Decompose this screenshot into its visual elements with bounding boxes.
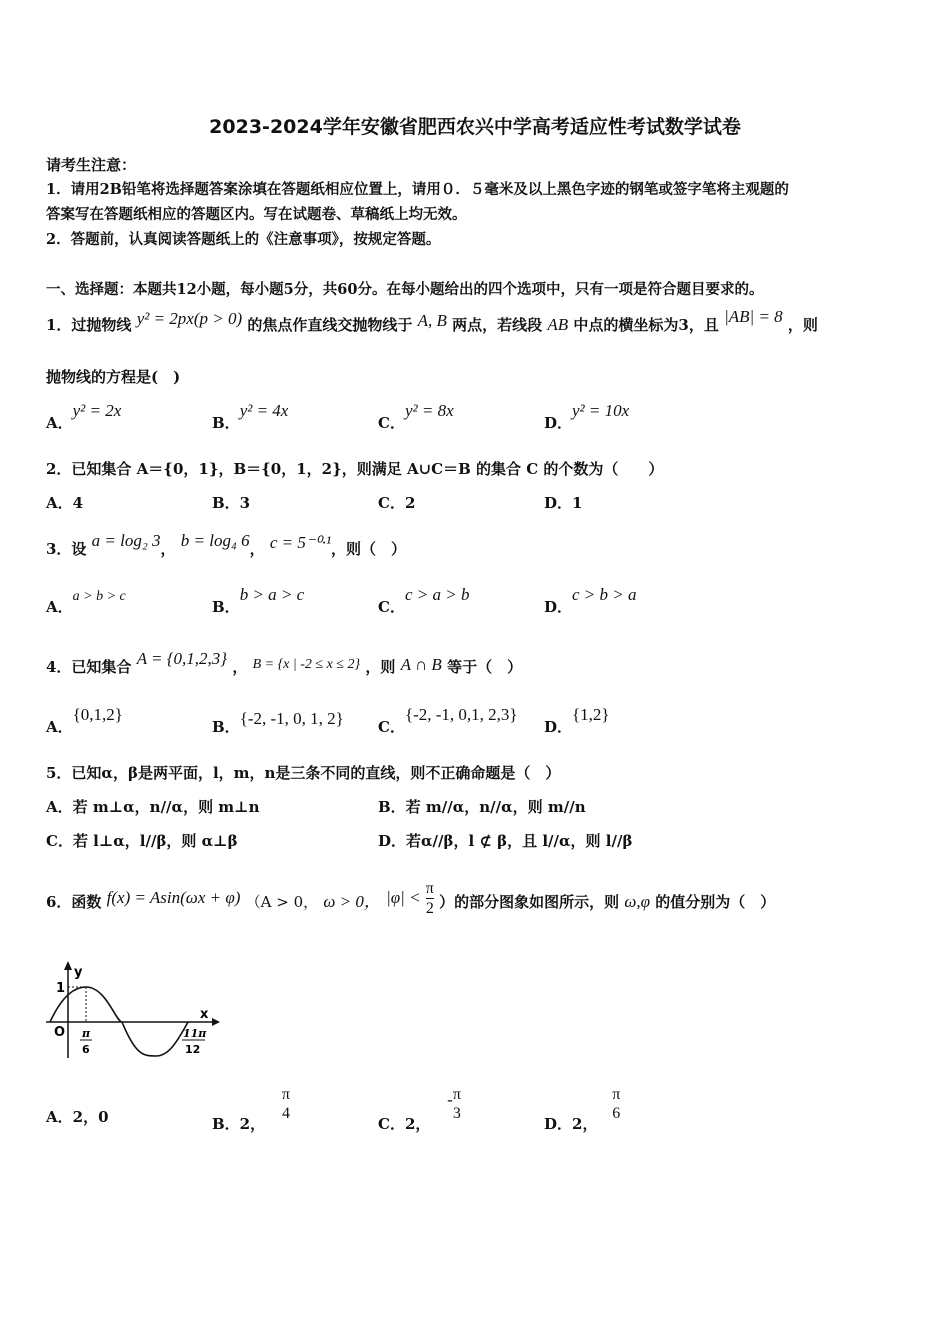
q3-option-b (212, 584, 305, 616)
q3-option-c-text: c > a > b (404, 585, 470, 604)
q1-option-a (46, 400, 122, 432)
q4-suffix: 等于（ ） (447, 658, 523, 676)
q6-two: 2 (425, 900, 434, 917)
q3-option-d-label: D． (544, 598, 573, 616)
q6-pi-over-2 (426, 880, 434, 918)
q5-stem: 5．已知α，β是两平面，l，m，n是三条不同的直线，则不正确命题是（ ） (46, 764, 561, 782)
q6-pi: π (425, 880, 434, 897)
x-label: x (200, 1007, 209, 1022)
q4-option-c-label: C． (378, 718, 405, 736)
q4-option-d-label: D． (544, 718, 573, 736)
q4-option-a-text: {0,1,2} (72, 705, 123, 724)
q3-stem (46, 531, 407, 559)
q1-option-a-text: y² = 2x (72, 401, 122, 420)
q1-option-d (544, 400, 630, 432)
q6-option-c-frac (453, 1086, 461, 1123)
q3-option-d (544, 584, 637, 616)
tick1-num: π (82, 1027, 91, 1040)
q4-option-a (46, 704, 123, 736)
q6-option-b-label: B．2， (212, 1114, 266, 1133)
q6-stem (46, 880, 775, 918)
notice-line-3: 2．答题前，认真阅读答题纸上的《注意事项》，按规定答题。 (46, 231, 441, 248)
q5-option-a: A．若 m⊥α，n//α，则 m⊥n (46, 798, 260, 816)
q1-text-4: ，则 (787, 316, 818, 334)
q6-option-c-den: 3 (452, 1105, 461, 1122)
q1-text-3: 中点的横坐标为3，且 (573, 316, 719, 334)
q1-option-b-text: y² = 4x (239, 401, 289, 420)
q4-option-d (544, 704, 610, 736)
q6-option-c-label: C．2， (378, 1114, 431, 1133)
q4-option-a-label: A． (46, 718, 73, 736)
q1-stem (46, 307, 818, 335)
q6-option-b-num: π (281, 1086, 290, 1103)
q3-option-b-text: b > a > c (239, 585, 305, 604)
q4-option-c-text: {-2, -1, 0,1, 2,3} (404, 705, 518, 724)
q6-prefix: 6．函数 (46, 893, 102, 911)
y-label: y (74, 965, 83, 980)
q3-option-c (378, 584, 470, 616)
q3-suffix: ，则（ ） (331, 540, 407, 558)
q6-option-c-sign: - (447, 1089, 453, 1109)
q3-sep-2: ， (249, 540, 265, 558)
tick1-den: 6 (82, 1043, 90, 1056)
q4-option-d-text: {1,2} (572, 705, 610, 724)
one-label: 1 (56, 981, 66, 996)
q4-mid: ，则 (365, 658, 396, 676)
x-axis-arrow-icon (212, 1018, 220, 1026)
q1-option-c-text: y² = 8x (404, 401, 454, 420)
q1-option-a-label: A． (46, 414, 73, 432)
q5-option-b: B．若 m//α，n//α，则 m//n (378, 798, 586, 816)
q6-option-c-num: π (452, 1086, 461, 1103)
q5-option-c: C．若 l⊥α，l//β，则 α⊥β (46, 832, 238, 850)
q1-text-2: 两点，若线段 (452, 316, 543, 334)
q3-option-a-label: A． (46, 598, 73, 616)
q6-option-d-frac (612, 1086, 620, 1123)
q4-sep: ， (232, 658, 248, 676)
q6-option-a-value: 0 (98, 1108, 109, 1126)
q3-a-def: a = log₂ 3 (91, 531, 161, 550)
q1-text-1: 的焦点作直线交抛物线于 (247, 316, 413, 334)
q6-cond-1: （A > 0， (245, 893, 319, 911)
q2-option-d: D．1 (544, 494, 583, 512)
q2-stem: 2．已知集合 A＝{0，1}，B＝{0，1，2}，则满足 A∪C＝B 的集合 C 的个数为（ ） (46, 460, 664, 478)
q1-stem-line-2: 抛物线的方程是( ) (46, 368, 181, 386)
q4-prefix: 4．已知集合 (46, 658, 132, 676)
tick2-num: 11π (183, 1027, 207, 1040)
q6-option-b-den: 4 (281, 1105, 290, 1122)
q6-option-d-den: 6 (612, 1105, 621, 1122)
q6-mid: ）的部分图象如图所示，则 (439, 893, 620, 911)
q1-option-b-label: B． (212, 414, 240, 432)
origin-label: O (54, 1025, 66, 1040)
q6-cond-3: |φ| < (386, 888, 421, 907)
q3-option-a (46, 584, 126, 616)
q5-option-d: D．若α//β，l ⊄ β，且 l//α，则 l//β (378, 832, 633, 850)
q3-option-b-label: B． (212, 598, 240, 616)
q2-option-a: A．4 (46, 494, 84, 512)
q6-option-d-num: π (612, 1086, 621, 1103)
notice-line-1: 1．请用2B铅笔将选择题答案涂填在答题纸相应位置上，请用０．５毫米及以上黑色字迹的钢笔或签字笔将主观题的 (46, 181, 789, 198)
q3-sep-1: ， (160, 540, 176, 558)
q4-option-c (378, 704, 518, 736)
q4-set-a: A = {0,1,2,3} (136, 649, 228, 668)
q4-option-b-text: {-2, -1, 0, 1, 2} (239, 709, 344, 728)
q4-expr: A ∩ B (400, 655, 442, 674)
section-1-heading: 一、选择题：本题共12小题，每小题5分，共60分。在每小题给出的四个选项中，只有一项是符合题目要求的。 (46, 281, 764, 298)
q4-stem (46, 649, 523, 677)
q6-option-a-label: A．2， (46, 1108, 99, 1126)
q4-option-b-label: B． (212, 718, 240, 736)
page-title: 2023-2024学年安徽省肥西农兴中学高考适应性考试数学试卷 (209, 116, 741, 138)
notice-line-2: 答案写在答题纸相应的答题区内。写在试题卷、草稿纸上均无效。 (46, 206, 467, 223)
q6-vars: ω,φ (624, 892, 651, 911)
q1-option-c-label: C． (378, 414, 405, 432)
q4-option-b (212, 704, 344, 736)
q6-option-d (544, 1086, 621, 1133)
q6-option-b-frac (282, 1086, 290, 1123)
q6-option-a (46, 1106, 109, 1127)
q6-cond-2: ω > 0， (323, 892, 381, 911)
q3-option-d-text: c > b > a (572, 585, 637, 604)
q4-set-b: B = {x | -2 ≤ x ≤ 2} (252, 657, 361, 672)
q1-parabola-eq: y² = 2px(p > 0) (136, 309, 243, 328)
q1-option-d-text: y² = 10x (572, 401, 630, 420)
q1-length: |AB| = 8 (724, 307, 783, 326)
q3-c-def: c = 5⁻⁰·¹ (269, 533, 332, 552)
y-axis-arrow-icon (64, 961, 72, 970)
q6-option-d-label: D．2， (544, 1114, 598, 1133)
q2-option-c: C．2 (378, 494, 416, 512)
q1-points: A, B (417, 311, 447, 330)
q6-sine-graph (40, 958, 220, 1062)
q3-option-c-label: C． (378, 598, 405, 616)
q1-number: 1．过抛物线 (46, 316, 132, 334)
q1-option-c (378, 400, 454, 432)
q3-option-a-text: a > b > c (72, 589, 126, 604)
notice-heading: 请考生注意： (46, 156, 137, 174)
q2-option-b: B．3 (212, 494, 251, 512)
q6-option-c (378, 1086, 461, 1133)
q6-function: f(x) = Asin(ωx + φ) (106, 888, 241, 907)
q3-prefix: 3．设 (46, 540, 87, 558)
q1-option-d-label: D． (544, 414, 573, 432)
q6-option-b (212, 1086, 290, 1133)
q6-suffix: 的值分别为（ ） (655, 893, 776, 911)
tick2-den: 12 (185, 1043, 201, 1056)
q1-option-b (212, 400, 289, 432)
q1-segment: AB (547, 315, 569, 334)
q3-b-def: b = log₄ 6 (180, 531, 250, 550)
